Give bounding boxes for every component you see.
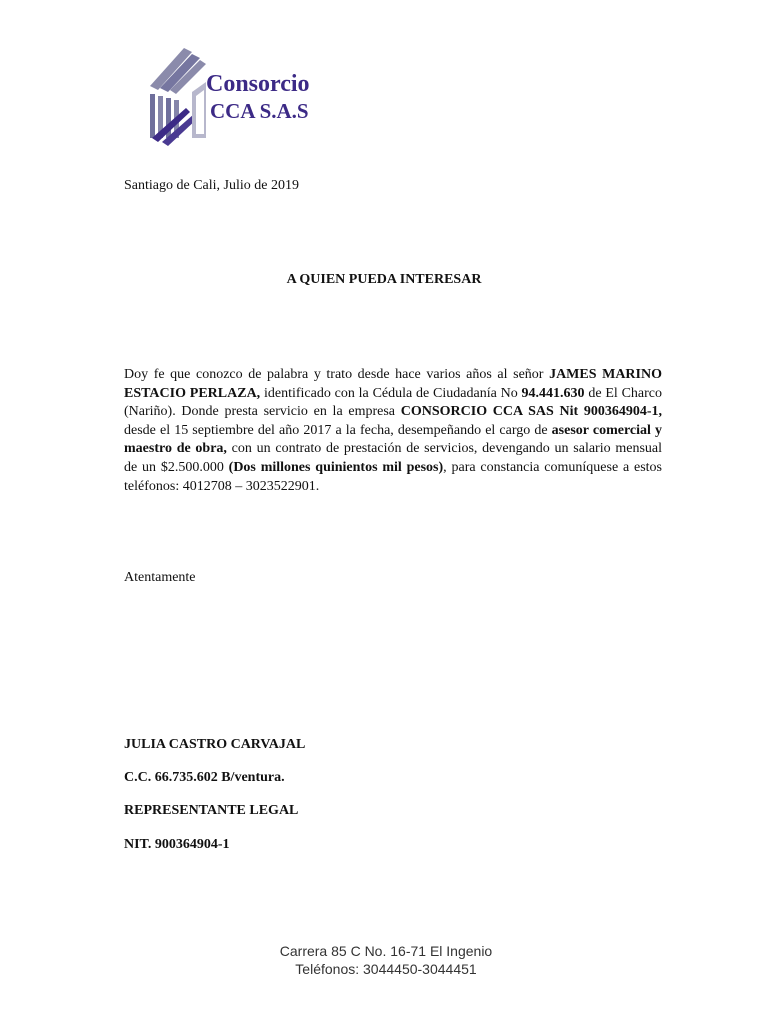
body-text-4: desde el 15 septiembre del año 2017 a la fecha, desempeñando el cargo de [124,422,552,438]
logo-line-1: Consorcio [206,71,310,97]
body-text-1: Doy fe que conozco de palabra y trato desde hace varios años al señor [124,367,550,382]
salary-in-words: (Dos millones quinientos mil pesos) [228,459,444,475]
footer [0,942,768,978]
job-position: asesor comercial y maestro de obra, [124,422,662,457]
body-text-5: con un contrato de prestación de servicios, devengando un salario mensual de un $2.500.000 [124,441,663,475]
letter-body [124,366,662,496]
body-text-2: identificado con la Cédula de Ciudadanía No [260,385,522,401]
closing: Atentamente [124,570,196,585]
body-text-3: de El Charco (Nariño). Donde presta servicio en la empresa [124,385,662,420]
body-text-6: , para constancia comuníquese a estos teléfonos: 4012708 – 3023522901. [124,459,662,494]
footer-phones: Teléfonos: 3044450-3044451 [295,961,477,977]
company-logo [146,38,326,146]
logo-stripes-icon [150,48,206,146]
signer-role: REPRESENTANTE LEGAL [124,803,299,818]
company-name: CONSORCIO CCA SAS Nit 900364904-1, [400,404,662,420]
person-name: JAMES MARINO ESTACIO PERLAZA, [124,367,662,401]
signer-name: JULIA CASTRO CARVAJAL [124,737,306,752]
signer-id: C.C. 66.735.602 B/ventura. [124,770,285,785]
place-date: Santiago de Cali, Julio de 2019 [124,178,299,193]
signer-nit: NIT. 900364904-1 [124,837,230,852]
footer-address: Carrera 85 C No. 16-71 El Ingenio [279,943,493,959]
salutation-heading: A QUIEN PUEDA INTERESAR [286,272,482,287]
logo-line-2: CCA S.A.S [210,99,309,123]
cedula-number: 94.441.630 [521,385,585,401]
